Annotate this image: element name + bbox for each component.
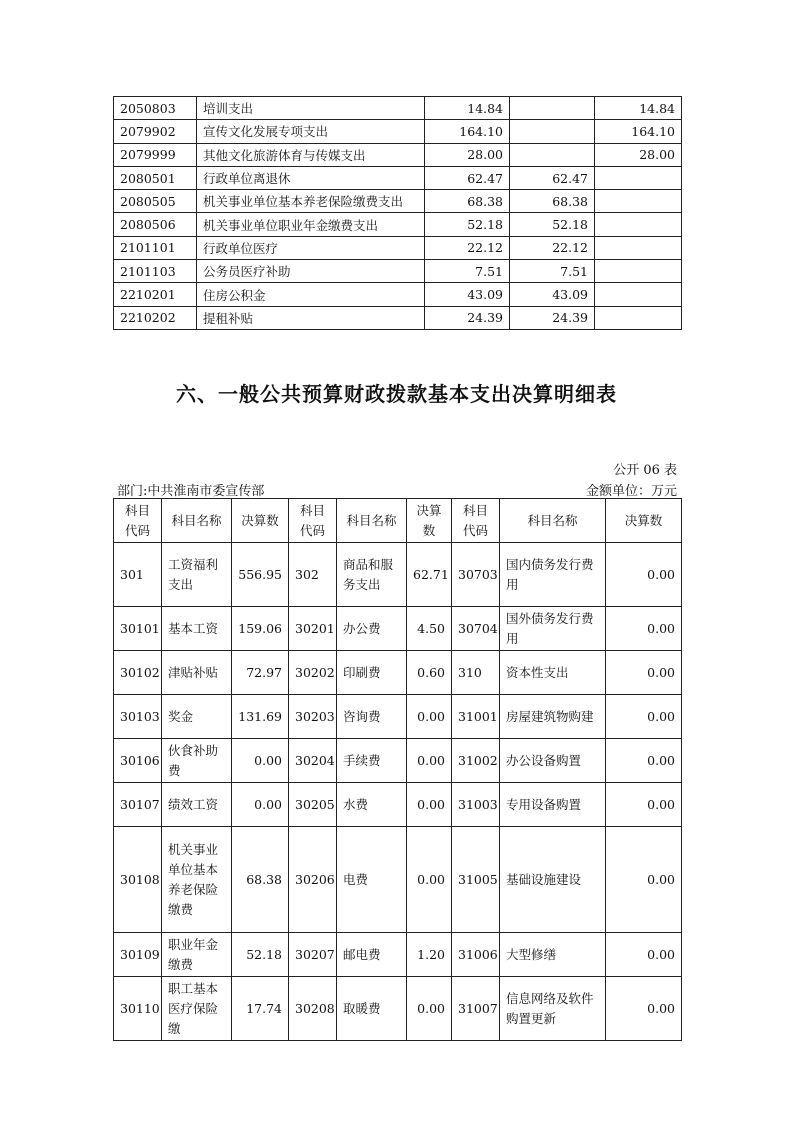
cell-project (595, 213, 682, 236)
cell-n3: 国内债务发行费用 (500, 543, 606, 607)
cell-code: 2080501 (114, 166, 197, 189)
cell-c3: 30703 (452, 543, 500, 607)
cell-name: 公务员医疗补助 (197, 260, 425, 283)
cell-n3: 专用设备购置 (500, 783, 606, 827)
cell-basic (510, 143, 595, 166)
cell-n3: 大型修缮 (500, 933, 606, 977)
cell-n2: 邮电费 (337, 933, 407, 977)
cell-c2: 30202 (289, 651, 337, 695)
detail-header-row (114, 499, 682, 543)
cell-c3: 31001 (452, 695, 500, 739)
cell-a2: 4.50 (407, 607, 452, 651)
cell-c2: 30205 (289, 783, 337, 827)
cell-c3: 31002 (452, 739, 500, 783)
detail-row (114, 783, 682, 827)
cell-a3: 0.00 (606, 977, 682, 1041)
cell-a2: 0.00 (407, 977, 452, 1041)
cell-n2: 办公费 (337, 607, 407, 651)
cell-c2: 30206 (289, 827, 337, 933)
cell-n1: 津贴补贴 (162, 651, 232, 695)
header-name-3: 科目名称 (500, 499, 606, 543)
table-row (114, 97, 682, 120)
cell-name: 行政单位离退休 (197, 166, 425, 189)
cell-a1: 52.18 (232, 933, 289, 977)
cell-code: 2210201 (114, 283, 197, 306)
cell-c1: 30110 (114, 977, 162, 1041)
header-amount-2: 决算数 (407, 499, 452, 543)
cell-a2: 0.00 (407, 695, 452, 739)
cell-a3: 0.00 (606, 827, 682, 933)
header-name-2: 科目名称 (337, 499, 407, 543)
cell-a2: 1.20 (407, 933, 452, 977)
cell-a3: 0.00 (606, 543, 682, 607)
cell-basic: 68.38 (510, 190, 595, 213)
cell-name: 宣传文化发展专项支出 (197, 120, 425, 143)
detail-table-body (114, 543, 682, 1041)
cell-c3: 310 (452, 651, 500, 695)
table-row (114, 120, 682, 143)
cell-c2: 30204 (289, 739, 337, 783)
cell-a1: 0.00 (232, 783, 289, 827)
cell-c1: 30107 (114, 783, 162, 827)
cell-name: 行政单位医疗 (197, 236, 425, 259)
cell-n1: 工资福利支出 (162, 543, 232, 607)
cell-c1: 30101 (114, 607, 162, 651)
table-row (114, 166, 682, 189)
cell-c2: 302 (289, 543, 337, 607)
cell-code: 2079902 (114, 120, 197, 143)
cell-c3: 31003 (452, 783, 500, 827)
header-amount-1: 决算数 (232, 499, 289, 543)
cell-total: 24.39 (425, 306, 510, 329)
cell-total: 68.38 (425, 190, 510, 213)
department-label: 部门:中共淮南市委宣传部 (117, 484, 265, 499)
table-row (114, 213, 682, 236)
cell-n1: 伙食补助费 (162, 739, 232, 783)
cell-n1: 基本工资 (162, 607, 232, 651)
cell-c1: 30103 (114, 695, 162, 739)
cell-total: 62.47 (425, 166, 510, 189)
cell-basic: 52.18 (510, 213, 595, 236)
detail-row (114, 827, 682, 933)
cell-c2: 30203 (289, 695, 337, 739)
cell-project (595, 166, 682, 189)
header-code-3: 科目代码 (452, 499, 500, 543)
cell-total: 52.18 (425, 213, 510, 236)
cell-total: 28.00 (425, 143, 510, 166)
cell-a2: 0.00 (407, 827, 452, 933)
cell-n3: 资本性支出 (500, 651, 606, 695)
cell-name: 机关事业单位基本养老保险缴费支出 (197, 190, 425, 213)
cell-c3: 31006 (452, 933, 500, 977)
table-row (114, 190, 682, 213)
cell-c3: 31005 (452, 827, 500, 933)
cell-code: 2080505 (114, 190, 197, 213)
cell-basic (510, 120, 595, 143)
cell-n3: 基础设施建设 (500, 827, 606, 933)
detail-row (114, 651, 682, 695)
cell-name: 机关事业单位职业年金缴费支出 (197, 213, 425, 236)
cell-a1: 131.69 (232, 695, 289, 739)
cell-name: 提租补贴 (197, 306, 425, 329)
cell-basic: 22.12 (510, 236, 595, 259)
cell-name: 其他文化旅游体育与传媒支出 (197, 143, 425, 166)
expenditure-table-continued (113, 96, 682, 330)
cell-n2: 取暖费 (337, 977, 407, 1041)
cell-project (595, 260, 682, 283)
cell-n3: 房屋建筑物购建 (500, 695, 606, 739)
cell-code: 2210202 (114, 306, 197, 329)
cell-a3: 0.00 (606, 651, 682, 695)
cell-n2: 印刷费 (337, 651, 407, 695)
cell-n1: 职业年金缴费 (162, 933, 232, 977)
cell-a1: 159.06 (232, 607, 289, 651)
cell-a3: 0.00 (606, 739, 682, 783)
cell-c1: 30109 (114, 933, 162, 977)
cell-basic: 24.39 (510, 306, 595, 329)
cell-a1: 68.38 (232, 827, 289, 933)
table-row (114, 143, 682, 166)
table-row (114, 283, 682, 306)
cell-total: 7.51 (425, 260, 510, 283)
cell-n2: 手续费 (337, 739, 407, 783)
header-name-1: 科目名称 (162, 499, 232, 543)
cell-n2: 商品和服务支出 (337, 543, 407, 607)
cell-a2: 0.00 (407, 783, 452, 827)
table-row (114, 236, 682, 259)
cell-c2: 30208 (289, 977, 337, 1041)
cell-a2: 0.60 (407, 651, 452, 695)
cell-code: 2079999 (114, 143, 197, 166)
cell-n2: 水费 (337, 783, 407, 827)
cell-code: 2050803 (114, 97, 197, 120)
cell-n3: 信息网络及软件购置更新 (500, 977, 606, 1041)
form-number: 公开 06 表 (613, 463, 677, 478)
cell-code: 2101103 (114, 260, 197, 283)
basic-expenditure-detail-table (113, 498, 682, 1041)
cell-project: 164.10 (595, 120, 682, 143)
table-row (114, 306, 682, 329)
cell-c3: 30704 (452, 607, 500, 651)
cell-code: 2101101 (114, 236, 197, 259)
cell-a3: 0.00 (606, 607, 682, 651)
detail-row (114, 543, 682, 607)
cell-n3: 办公设备购置 (500, 739, 606, 783)
cell-c3: 31007 (452, 977, 500, 1041)
cell-project: 14.84 (595, 97, 682, 120)
cell-c2: 30207 (289, 933, 337, 977)
cell-n1: 职工基本医疗保险缴 (162, 977, 232, 1041)
cell-c1: 301 (114, 543, 162, 607)
cell-a3: 0.00 (606, 695, 682, 739)
detail-row (114, 695, 682, 739)
table-row (114, 260, 682, 283)
cell-basic: 7.51 (510, 260, 595, 283)
cell-c2: 30201 (289, 607, 337, 651)
cell-total: 14.84 (425, 97, 510, 120)
detail-row (114, 977, 682, 1041)
cell-project (595, 306, 682, 329)
cell-n1: 绩效工资 (162, 783, 232, 827)
header-code-2: 科目代码 (289, 499, 337, 543)
cell-n3: 国外债务发行费用 (500, 607, 606, 651)
cell-project (595, 190, 682, 213)
cell-n1: 奖金 (162, 695, 232, 739)
cell-basic (510, 97, 595, 120)
cell-basic: 43.09 (510, 283, 595, 306)
cell-name: 住房公积金 (197, 283, 425, 306)
amount-unit-label: 金额单位：万元 (585, 484, 677, 499)
cell-project (595, 236, 682, 259)
cell-a2: 62.71 (407, 543, 452, 607)
expenditure-table-body (114, 97, 682, 330)
cell-n2: 电费 (337, 827, 407, 933)
cell-a1: 0.00 (232, 739, 289, 783)
cell-total: 22.12 (425, 236, 510, 259)
cell-project: 28.00 (595, 143, 682, 166)
cell-n2: 咨询费 (337, 695, 407, 739)
cell-a1: 556.95 (232, 543, 289, 607)
cell-a1: 17.74 (232, 977, 289, 1041)
cell-a3: 0.00 (606, 933, 682, 977)
cell-a1: 72.97 (232, 651, 289, 695)
detail-row (114, 739, 682, 783)
cell-total: 164.10 (425, 120, 510, 143)
cell-a2: 0.00 (407, 739, 452, 783)
cell-project (595, 283, 682, 306)
detail-row (114, 607, 682, 651)
cell-c1: 30106 (114, 739, 162, 783)
cell-n1: 机关事业单位基本养老保险缴费 (162, 827, 232, 933)
header-amount-3: 决算数 (606, 499, 682, 543)
cell-a3: 0.00 (606, 783, 682, 827)
cell-c1: 30108 (114, 827, 162, 933)
cell-c1: 30102 (114, 651, 162, 695)
cell-basic: 62.47 (510, 166, 595, 189)
section-title: 六、一般公共预算财政拨款基本支出决算明细表 (176, 382, 617, 406)
cell-code: 2080506 (114, 213, 197, 236)
cell-name: 培训支出 (197, 97, 425, 120)
cell-total: 43.09 (425, 283, 510, 306)
header-code-1: 科目代码 (114, 499, 162, 543)
detail-row (114, 933, 682, 977)
